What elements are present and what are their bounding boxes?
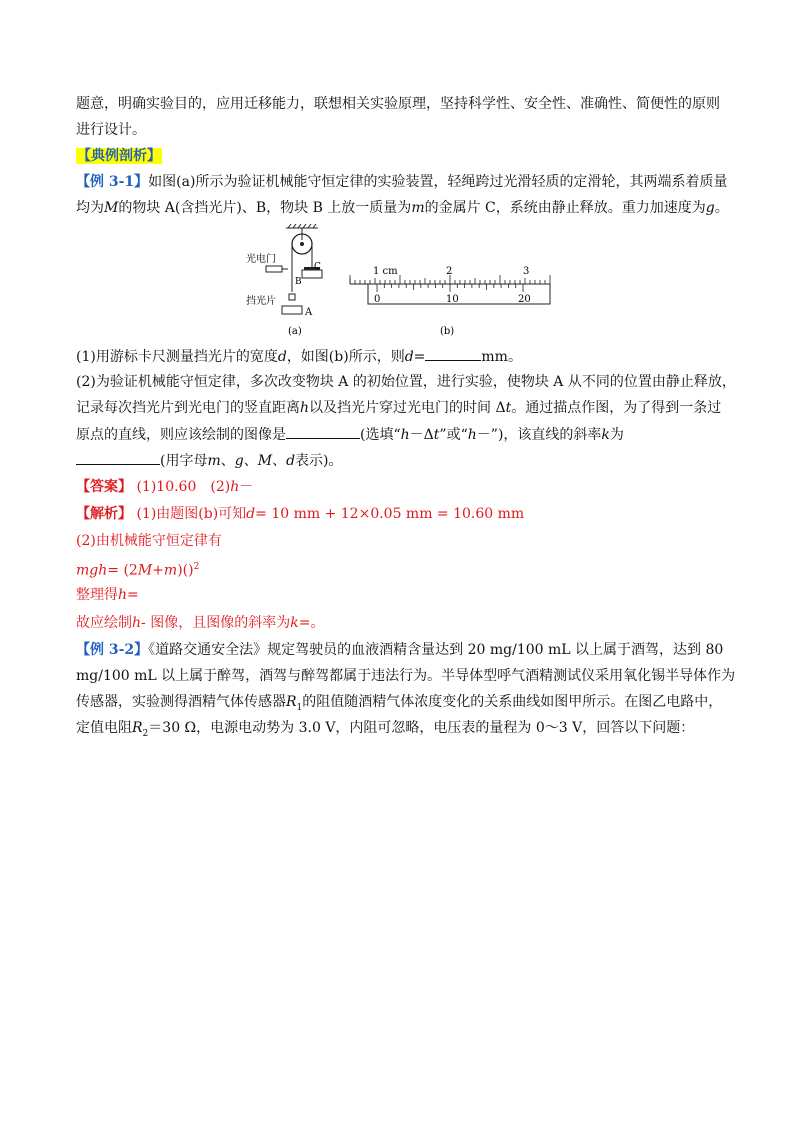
concl-text: = [298,615,311,631]
var-t: t [505,400,512,416]
q2-text: 、 [220,453,235,469]
block-a-icon [282,306,302,314]
var-k: k [290,615,299,631]
ex32-line-4 [76,718,694,744]
experiment-figure [240,222,560,340]
question-2-line-2 [76,398,721,418]
eq-exponent: 2 [193,562,200,572]
ex31-text: 的物块 A(含挡光片)、B，物块 B 上放一质量为 [118,200,412,216]
ex32-line-1 [76,640,723,660]
var-M: M [137,562,153,579]
ex32-line-2: mg/100 mL 以上属于醉驾，酒驾与醉驾都属于违法行为。半导体型呼气酒精测试仪采用氧化锡半导体作为 [76,668,736,684]
concl-text: 。 [310,615,325,631]
intro-line-2: 进行设计。 [76,122,146,138]
label-c: C [314,262,321,272]
equation-1 [76,557,199,581]
q2-text: (用字母 [160,453,208,469]
vernier-label-10: 10 [446,294,459,305]
subscript: 1 [296,702,303,713]
var-t: t [433,427,440,443]
var-d: d [277,349,287,365]
solution-line-2: (2)由机械能守恒定律有 [76,533,222,549]
q2-text: 、 [243,453,258,469]
conclusion-line [76,613,324,633]
eq-text: 整理得 [76,587,118,603]
caption-a: (a) [288,326,302,337]
var-g: g [234,453,244,469]
solution-text: = 10 mm + 12×0.05 mm = 10.60 mm [255,506,525,522]
ex31-line-2 [76,198,729,218]
var-h: h [118,587,128,603]
answer-line [76,477,253,497]
var-R: R [286,694,297,710]
label-a: A [305,307,313,318]
ex31-text: 。 [714,200,729,216]
var-d: d [286,453,296,469]
q2-text: －Δ [409,427,434,443]
section-title-text: 【典例剖析】 [77,148,161,164]
ex32-text-1: 《道路交通安全法》规定驾驶员的血液酒精含量达到 20 mg/100 mL 以上属于酒驾，达到 80 [148,642,724,658]
label-b: B [295,277,302,287]
var-d: d [404,349,414,365]
shade-plate-icon [289,294,295,300]
q2-text: 、 [272,453,287,469]
section-title [76,146,162,166]
question-1 [76,346,522,367]
q1-text: ，如图(b)所示，则 [286,349,405,365]
vernier-scale-ticks [377,284,523,292]
var-g: g [705,200,715,216]
main-label-1: 1 cm [373,266,398,277]
label-photogate: 光电门 [246,254,276,265]
ex31-line-1 [76,172,727,192]
label-shade: 挡光片 [246,296,276,307]
answer-text: － [239,479,254,495]
main-label-2: 2 [446,266,453,277]
ex32-text: 定值电阻 [76,720,132,736]
q2-text: 为 [609,427,624,443]
vernier-label-20: 20 [518,294,531,305]
eq-text: = [127,587,139,603]
var-d: d [246,506,256,522]
ex32-tag: 【例 3-2】 [76,642,149,658]
ex32-line-3 [76,692,722,718]
caption-b: (b) [440,326,455,337]
equation-2 [76,585,139,605]
ex31-text: 均为 [76,200,104,216]
var-mgh: mgh [76,562,108,579]
var-M: M [257,453,273,469]
question-2-line-4 [76,450,343,471]
var-h: h [300,400,310,416]
answer-blank-2[interactable] [286,424,360,439]
eq-text: )() [177,562,194,579]
eq-text: = (2 [107,562,138,579]
q2-text: (选填“ [360,427,401,443]
q2-text: －”)，该直线的斜率 [476,427,602,443]
q2-text: 记录每次挡光片到光电门的竖直距离 [76,400,300,416]
ex32-text: ＝30 Ω，电源电动势为 3.0 V，内阻可忽略，电压表的量程为 0～3 V，回答以下问题： [148,720,695,736]
var-h: h [400,427,410,443]
ceiling-mount [286,224,318,240]
solution-text: (1)由题图(b)可知 [136,506,247,522]
pulley-axle [300,242,304,246]
ex31-text: 的金属片 C，系统由静止释放。重力加速度为 [424,200,706,216]
var-h: h [467,427,477,443]
solution-line-1 [76,504,524,524]
vernier-label-0: 0 [374,294,381,305]
var-h: h [132,615,142,631]
subscript: 2 [142,728,149,739]
var-R: R [132,720,143,736]
answer-text: (1)10.60 (2) [136,479,231,495]
var-k: k [601,427,610,443]
question-2-line-3 [76,424,624,445]
q2-text: 。通过描点作图，为了得到一条过 [511,400,722,416]
q1-text: (1)用游标卡尺测量挡光片的宽度 [76,349,278,365]
var-m: m [207,453,221,469]
concl-text: - 图像，且图像的斜率为 [141,615,291,631]
ex31-tag: 【例 3-1】 [76,174,149,190]
q2-text: 表示)。 [295,453,343,469]
question-2-line-1: (2)为验证机械能守恒定律，多次改变物块 A 的初始位置，进行实验，使物块 A 从不同的位置由静止释放， [76,374,736,390]
ex31-text-1: 如图(a)所示为验证机械能守恒定律的实验装置，轻绳跨过光滑轻质的定滑轮，其两端系着质量 [148,174,728,190]
intro-line-1: 题意，明确实验目的，应用迁移能力，联想相关实验原理，坚持科学性、安全性、准确性、简便性的原则 [76,96,720,112]
var-h: h [230,479,240,495]
answer-tag: 【答案】 [76,479,132,495]
ex32-text: 传感器，实验测得酒精气体传感器 [76,694,286,710]
solution-tag: 【解析】 [76,506,132,522]
q1-unit: mm。 [481,349,522,365]
answer-blank-1[interactable] [425,346,481,361]
var-m: m [163,562,178,579]
main-label-3: 3 [523,266,530,277]
var-m: m [411,200,425,216]
photogate-icon [266,266,282,272]
ex32-text: 的阻值随酒精气体浓度变化的关系曲线如图甲所示。在图乙电路中， [302,694,723,710]
answer-blank-3[interactable] [76,450,160,465]
var-M: M [104,200,119,216]
concl-text: 故应绘制 [76,615,132,631]
q1-text: = [413,349,426,365]
q2-text: 原点的直线，则应该绘制的图像是 [76,427,286,443]
q2-text: ”或“ [439,427,468,443]
q2-text: 以及挡光片穿过光电门的时间 Δ [309,400,506,416]
eq-text: + [152,562,164,579]
